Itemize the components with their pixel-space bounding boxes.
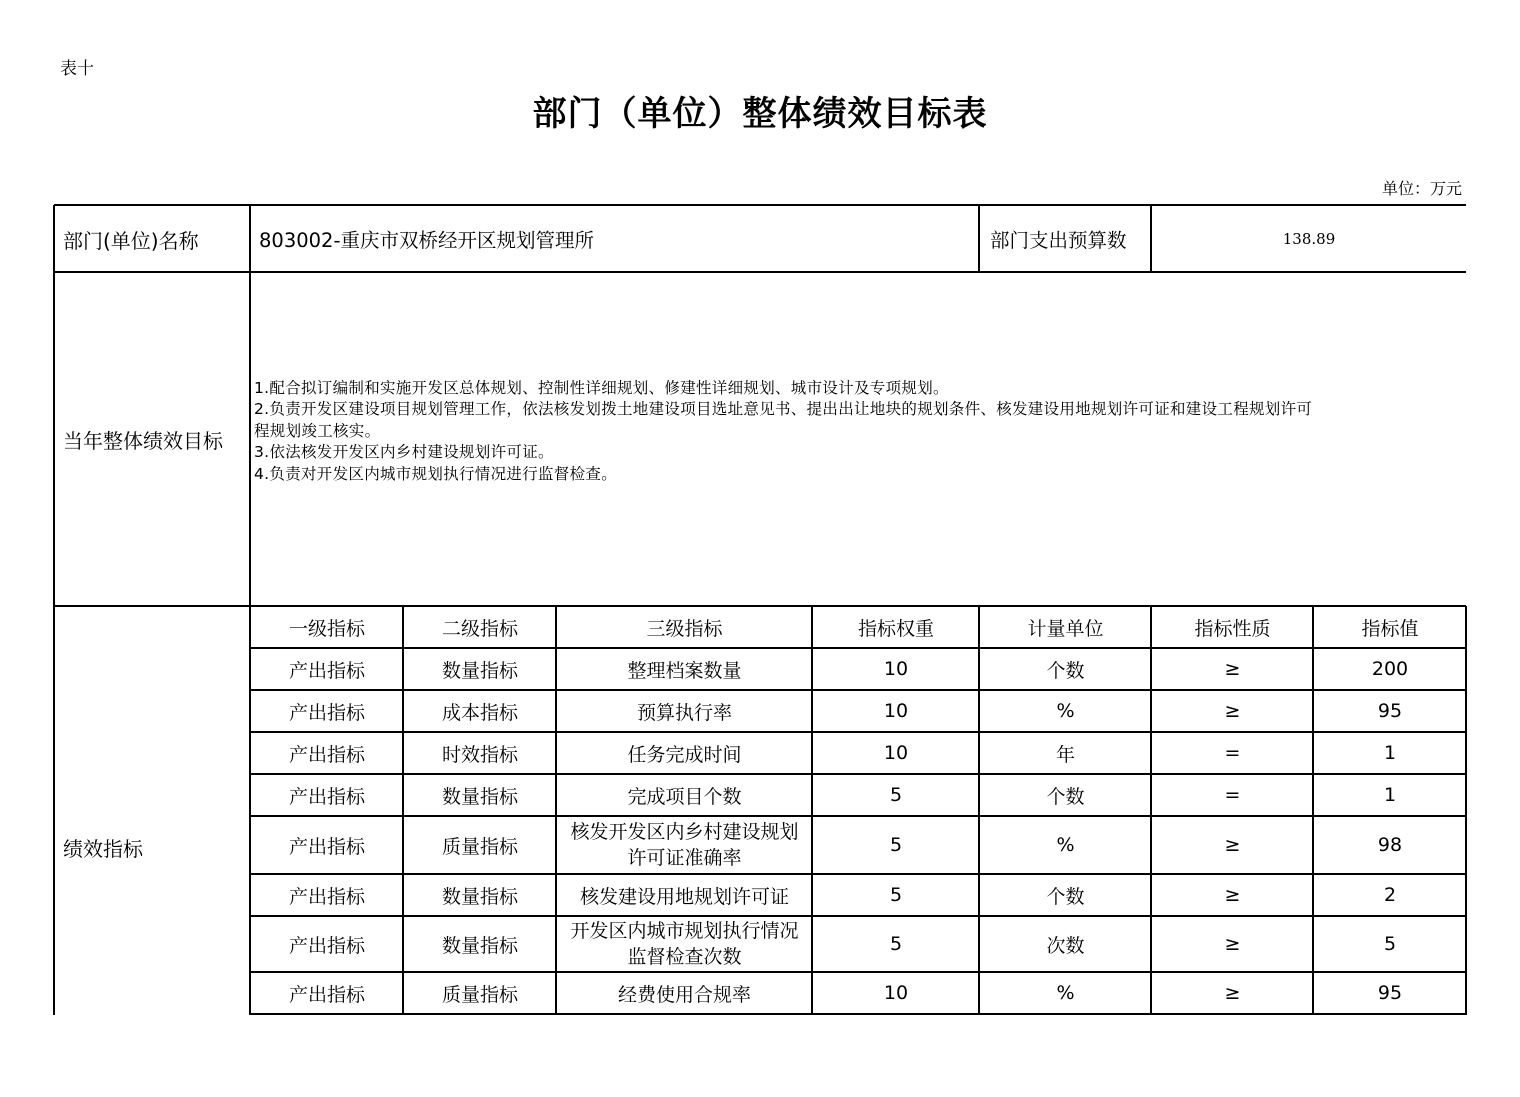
table-row-weight: 5 (889, 834, 903, 856)
table-row-nature: ≥ (1224, 933, 1241, 955)
header-nature: 指标性质 (1194, 617, 1271, 640)
table-row-value: 95 (1377, 982, 1403, 1004)
table-row-unit: 个数 (1046, 659, 1085, 682)
header-level2: 二级指标 (441, 617, 518, 640)
indicators-label (55, 607, 250, 1097)
table-row-unit: 年 (1055, 743, 1075, 766)
table-row-value: 200 (1371, 658, 1409, 680)
header-weight: 指标权重 (857, 617, 934, 640)
table-row-level1: 产出指标 (288, 659, 365, 682)
table-row-level2: 数量指标 (441, 659, 518, 682)
table-row-level1: 产出指标 (288, 743, 365, 766)
table-row-level3: 核发开发区内乡村建设规划许可证准确率 (570, 821, 799, 869)
header-level1: 一级指标 (288, 617, 365, 640)
table-row-value: 2 (1383, 884, 1397, 906)
table-row-level3: 任务完成时间 (627, 743, 742, 766)
table-row-value: 1 (1383, 784, 1397, 806)
table-row-nature: = (1224, 742, 1241, 764)
table-row-level1: 产出指标 (288, 983, 365, 1006)
table-row-nature: ≥ (1224, 700, 1241, 722)
table-row-unit: % (1056, 700, 1075, 722)
ind-col-line (811, 606, 813, 1015)
table-row-level2: 数量指标 (441, 885, 518, 908)
table-row-level2: 数量指标 (441, 934, 518, 957)
table-row-weight: 10 (883, 982, 909, 1004)
indicators-label-text: 绩效指标 (63, 836, 143, 861)
table-row-weight: 5 (889, 784, 903, 806)
table-number-tag: 表十 (60, 59, 94, 79)
table-row-weight: 10 (883, 658, 909, 680)
table-row-level1: 产出指标 (288, 885, 365, 908)
ind-col-line (402, 606, 404, 1015)
header-level3: 三级指标 (646, 617, 723, 640)
table-row-level3: 核发建设用地规划许可证 (579, 885, 789, 908)
table-row-level3: 完成项目个数 (627, 785, 742, 808)
table-row-value: 5 (1383, 933, 1397, 955)
table-row-level2: 质量指标 (441, 983, 518, 1006)
table-row-level3: 预算执行率 (636, 701, 732, 724)
ind-row-line (250, 1013, 1466, 1015)
table-row-level3: 开发区内城市规划执行情况监督检查次数 (570, 920, 799, 968)
table-row-value: 98 (1377, 834, 1403, 856)
table-row-weight: 5 (889, 933, 903, 955)
table-row-nature: ≥ (1224, 834, 1241, 856)
annual-goals-text: 1.配合拟订编制和实施开发区总体规划、控制性详细规划、修建性详细规划、城市设计及专项规划。 2.负责开发区建设项目规划管理工作，依法核发划拨土地建设项目选址意见书、提出出让地块的规划条件、核发建设用地规划许可证和建设工程规划许可 程规划竣工核实。 3.依法核发开发区内乡村建设规划许可证。 4.负责对开发区内城市规划执行情况进行监督检查。 (254, 378, 1313, 483)
dept-name-label: 部门(单位)名称 (63, 228, 199, 253)
ind-col-line (1150, 606, 1152, 1015)
table-row-unit: % (1056, 834, 1075, 856)
ind-col-line (555, 606, 557, 1015)
table-row-level3: 经费使用合规率 (617, 983, 751, 1006)
ind-col-line (978, 606, 980, 1015)
table-row-level2: 成本指标 (441, 701, 518, 724)
table-row-level1: 产出指标 (288, 835, 365, 858)
table-row-unit: 个数 (1046, 785, 1085, 808)
annual-goals-text-cell (254, 273, 1466, 606)
table-row-level1: 产出指标 (288, 785, 365, 808)
budget-value: 138.89 (1282, 230, 1336, 248)
table-row-nature: = (1224, 784, 1241, 806)
table-row-level2: 质量指标 (441, 835, 518, 858)
table-row-weight: 5 (889, 884, 903, 906)
table-row-level2: 数量指标 (441, 785, 518, 808)
table-row-level1: 产出指标 (288, 701, 365, 724)
table-row-level3: 整理档案数量 (627, 659, 742, 682)
table-row-weight: 10 (883, 700, 909, 722)
table-row-level1: 产出指标 (288, 934, 365, 957)
table-row-unit: 次数 (1046, 934, 1085, 957)
header-unit: 计量单位 (1027, 617, 1104, 640)
ind-col-line (1465, 606, 1467, 1015)
table-row-nature: ≥ (1224, 884, 1241, 906)
table-row-unit: 个数 (1046, 885, 1085, 908)
page-title: 部门（单位）整体绩效目标表 (532, 94, 988, 134)
dept-name-value: 803002-重庆市双桥经开区规划管理所 (259, 229, 594, 252)
ind-col-line (1312, 606, 1314, 1015)
table-row-unit: % (1056, 982, 1075, 1004)
annual-goals-label: 当年整体绩效目标 (63, 429, 223, 453)
unit-note: 单位：万元 (1381, 179, 1462, 198)
budget-label: 部门支出预算数 (990, 229, 1127, 252)
header-value: 指标值 (1361, 617, 1419, 640)
table-row-level2: 时效指标 (441, 743, 518, 766)
table-row-nature: ≥ (1224, 658, 1241, 680)
table-row-value: 95 (1377, 700, 1403, 722)
table-row-weight: 10 (883, 742, 909, 764)
table-row-value: 1 (1383, 742, 1397, 764)
table-row-nature: ≥ (1224, 982, 1241, 1004)
